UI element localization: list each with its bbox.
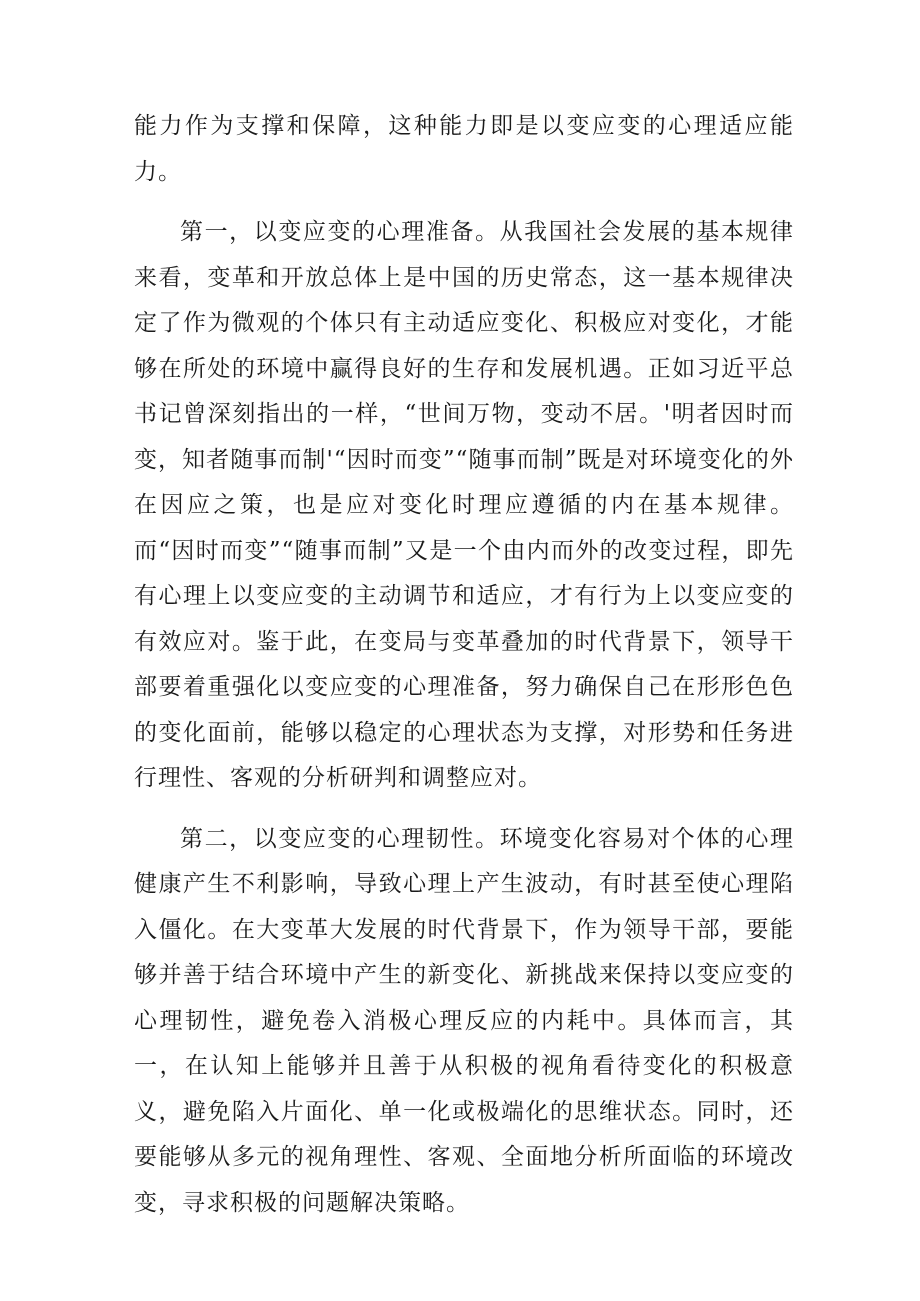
paragraph-second-psychological-resilience: 第二，以变应变的心理韧性。环境变化容易对个体的心理健康产生不利影响，导致心理上产生波动，有时甚至使心理陷入僵化。在大变革大发展的时代背景下，作为领导干部，要能够并善于结合环境中产生的新变化、新挑战来保持以变应变的心理韧性，避免卷入消极心理反应的内耗中。具体而言，其一，在认知上能够并且善于从积极的视角看待变化的积极意义，避免陷入片面化、单一化或极端化的思维状态。同时，还要能够从多元的视角理性、客观、全面地分析所面临的环境改变，寻求积极的问题解决策略。 [134, 825, 794, 1216]
paragraph-first-psychological-preparation: 第一，以变应变的心理准备。从我国社会发展的基本规律来看，变革和开放总体上是中国的历史常态，这一基本规律决定了作为微观的个体只有主动适应变化、积极应对变化，才能够在所处的环境中赢得良好的生存和发展机遇。正如习近平总书记曾深刻指出的一样，“世间万物，变动不居。'明者因时而变，知者随事而制'“因时而变”“随事而制”既是对环境变化的外在因应之策，也是应对变化时理应遵循的内在基本规律。而“因时而变”“随事而制”又是一个由内而外的改变过程，即先有心理上以变应变的主动调节和适应，才有行为上以变应变的有效应对。鉴于此，在变局与变革叠加的时代背景下，领导干部要着重强化以变应变的心理准备，努力确保自己在形形色色的变化面前，能够以稳定的心理状态为支撑，对形势和任务进行理性、客观的分析研判和调整应对。 [134, 219, 794, 791]
document-body [134, 104, 794, 1241]
paragraph-continuation: 能力作为支撑和保障，这种能力即是以变应变的心理适应能力。 [134, 113, 794, 185]
